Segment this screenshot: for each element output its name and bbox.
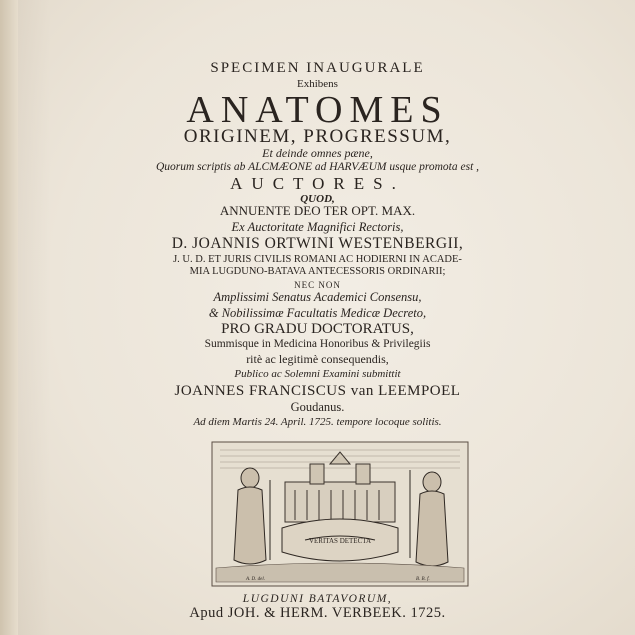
examini-line: Publico ac Solemni Examini submittit — [234, 368, 401, 380]
gradu-line: PRO GRADU DOCTORATUS, — [221, 321, 414, 337]
date-line: Ad diem Martis 24. April. 1725. tempore locoque solitis. — [193, 416, 442, 428]
nec-non-line: NEC NON — [294, 280, 341, 290]
engraving-signature-right: B. B. f. — [416, 577, 430, 582]
consequendis-line: ritè ac legitimè consequendis, — [246, 352, 389, 366]
exhibens-line: Exhibens — [297, 78, 338, 90]
imprint-publisher: Apud JOH. & HERM. VERBEEK. 1725. — [189, 605, 446, 621]
facultatis-line: & Nobilissimæ Facultatis Medicæ Decreto, — [208, 306, 427, 320]
engraving-signature-left: A. D. del. — [246, 577, 266, 582]
engraving-illustration — [210, 440, 470, 588]
honoribus-line: Summisque in Medicina Honoribus & Privilegiis — [204, 338, 431, 350]
senatus-line: Amplissimi Senatus Academici Consensu, — [213, 290, 422, 304]
author-name: JOANNES FRANCISCUS van LEEMPOEL — [174, 383, 461, 399]
quod-line: QUOD, — [300, 193, 335, 205]
rector-title-line-1: J. U. D. ET JURIS CIVILIS ROMANI AC HODIERNI IN ACADE- — [173, 254, 462, 265]
auctoritate-line: Ex Auctoritate Magnifici Rectoris, — [231, 220, 404, 234]
subtitle-continuation: Et deinde omnes pæne, — [262, 146, 373, 160]
subtitle: ORIGINEM, PROGRESSUM, — [183, 126, 452, 147]
auctores-line: AUCTORES. — [230, 174, 405, 193]
imprint-city: LUGDUNI BATAVORUM, — [242, 593, 393, 605]
authors-range-line: Quorum scriptis ab ALCMÆONE ad HARVÆUM usque promota est , — [155, 161, 480, 173]
author-origin: Goudanus. — [290, 400, 345, 414]
specimen-heading: SPECIMEN INAUGURALE — [210, 60, 425, 76]
rector-title-line-2: MIA LUGDUNO-BATAVA ANTECESSORIS ORDINARII; — [189, 266, 446, 277]
annuente-line: ANNUENTE DEO TER OPT. MAX. — [219, 203, 416, 218]
main-title: ANATOMES — [186, 89, 449, 131]
rector-name: D. JOANNIS ORTWINI WESTENBERGII, — [171, 235, 464, 252]
engraving-motto: VERITAS DETECTA — [308, 537, 372, 545]
